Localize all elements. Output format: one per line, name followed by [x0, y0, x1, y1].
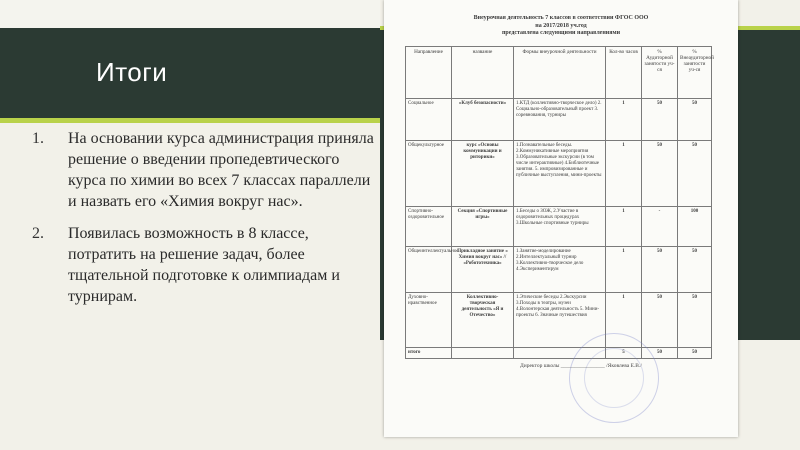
- column-header: Направление: [406, 47, 452, 99]
- list-number: 1.: [32, 130, 44, 147]
- cell-forms: 1.Занятие-моделирование 2.Интеллектуальный турнир 3.Коллективно-творческое дело 4.Экспериментирум: [514, 247, 606, 293]
- heading-line: Внеурочная деятельность 7 классов в соответствии ФГОС ООО: [473, 15, 649, 21]
- column-header: название: [452, 47, 514, 99]
- cell-extra: 50: [678, 247, 712, 293]
- table-total-row: [406, 348, 712, 359]
- cell-direction: Спортивно-оздоровительное: [406, 207, 452, 247]
- list-item: [32, 128, 382, 212]
- document-heading: [384, 0, 738, 38]
- cell-name: Секция «Спортивные игры»: [452, 207, 514, 247]
- cell-forms: 1.Этические беседы 2.Экскурсии 3.Походы в театры, музеи 4.Волонтерская деятельность 5. Мини-проекты 6. Значные путешествия: [514, 293, 606, 348]
- column-header: Кол-во часов: [606, 47, 642, 99]
- cell-hours: 1: [606, 99, 642, 141]
- activity-table: [405, 46, 712, 359]
- top-band: [0, 0, 380, 28]
- list-text: Появилась возможность в 8 классе, потратить на решение задач, более тщательной подготовке к олимпиадам и турнирам.: [68, 225, 340, 305]
- cell-extra: 50: [678, 293, 712, 348]
- total-label: итого: [406, 348, 452, 359]
- cell-forms: 1.Беседы о ЗОЖ, 2.Участие в оздоровительных процедурах 3.Школьные спортивные турниры: [514, 207, 606, 247]
- cell-direction: Общекультурное: [406, 141, 452, 207]
- cell-aud: 50: [642, 141, 678, 207]
- slide-title: Итоги: [96, 57, 168, 87]
- director-signature: Директор школы ________________ /Яковлева Е.В./: [520, 363, 642, 369]
- list-number: 2.: [32, 225, 44, 242]
- heading-line: на 2017/2018 уч.год: [535, 22, 587, 29]
- total-hours: 5: [606, 348, 642, 359]
- column-header: % Аудиторной занятости уч-ся: [642, 47, 678, 99]
- table-row: [406, 99, 712, 141]
- cell-hours: 1: [606, 293, 642, 348]
- table-row: [406, 293, 712, 348]
- heading-line: представлена следующими направлениями: [501, 30, 621, 36]
- table-row: [406, 247, 712, 293]
- cell-hours: 1: [606, 207, 642, 247]
- column-header: % Внеаудиторной занятости уч-ся: [678, 47, 712, 99]
- column-header: Формы внеурочной деятельности: [514, 47, 606, 99]
- accent-line: [0, 118, 380, 123]
- cell-direction: Духовно-нравственное: [406, 293, 452, 348]
- cell-aud: 50: [642, 247, 678, 293]
- cell-hours: 1: [606, 141, 642, 207]
- cell-forms: 1.Познавательные беседы. 2.Коммуникативные мероприятия 3.Образовательные экскурсии (в том числе интерактивные) 4.Библиотечные занятия. 5. импровизированные и публичные выступления, мини-проекты: [514, 141, 606, 207]
- bullet-list: [32, 128, 382, 318]
- table-row: [406, 141, 712, 207]
- cell-direction: Социальное: [406, 99, 452, 141]
- stamp-inner-ring: [584, 348, 644, 408]
- cell-aud: -: [642, 207, 678, 247]
- cell-extra: 50: [678, 99, 712, 141]
- cell-forms: 1.КТД (коллективно-творческое дело) 2. Социально-образовательный проект 3. соревнования, турниры: [514, 99, 606, 141]
- table-row: [406, 207, 712, 247]
- cell-extra: 100: [678, 207, 712, 247]
- cell-direction: Общеинтеллектуальное: [406, 247, 452, 293]
- cell-name: Прикладное занятие « Химия вокруг нас» // «Робототехника»: [452, 247, 514, 293]
- scanned-document: [384, 0, 738, 437]
- cell-hours: 1: [606, 247, 642, 293]
- cell-name: «Клуб безопасности»: [452, 99, 514, 141]
- total-empty: [452, 348, 514, 359]
- table-header-row: [406, 47, 712, 99]
- cell-extra: 50: [678, 141, 712, 207]
- total-aud: 50: [642, 348, 678, 359]
- list-text: На основании курса администрация приняла решение о введении пропедевтического курса по химии во всех 7 классах параллели и назвать его «Химия вокруг нас».: [68, 130, 374, 210]
- cell-name: Коллективно-творческая деятельность «Я и Отечество»: [452, 293, 514, 348]
- cell-aud: 50: [642, 99, 678, 141]
- cell-aud: 50: [642, 293, 678, 348]
- title-band: [0, 28, 380, 118]
- total-extra: 50: [678, 348, 712, 359]
- cell-name: курс «Основы коммуникации и риторики»: [452, 141, 514, 207]
- list-item: [32, 223, 382, 307]
